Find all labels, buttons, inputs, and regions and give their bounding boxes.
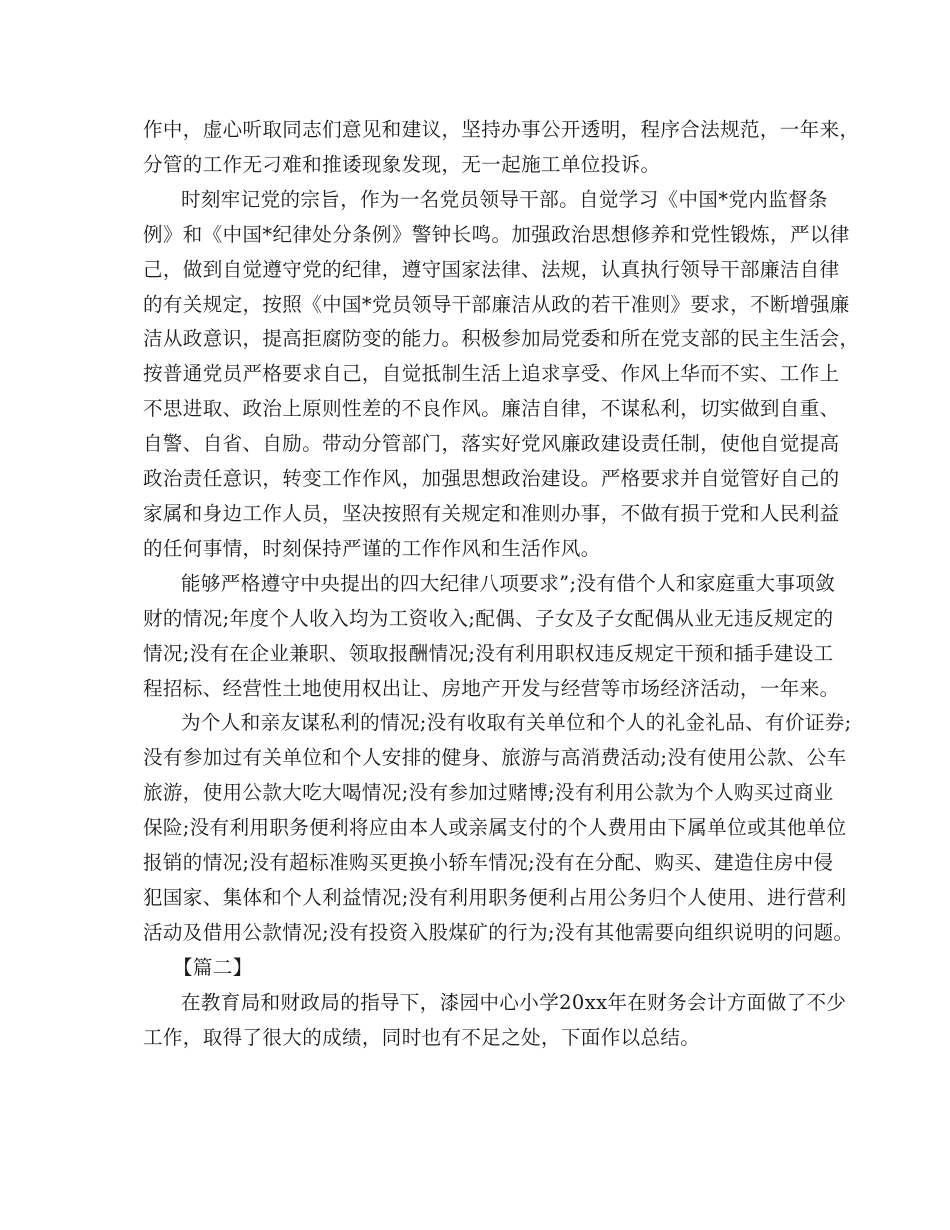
text-line: 保险;没有利用职务便利将应由本人或亲属支付的个人费用由下属单位或其他单位 — [143, 816, 847, 840]
paragraph-1 — [143, 113, 860, 183]
text-line: 作中，虚心听取同志们意见和建议，坚持办事公开透明，程序合法规范，一年来， — [143, 118, 860, 141]
paragraph-3 — [143, 567, 840, 707]
text-line: 报销的情况;没有超标准购买更换小轿车情况;没有在分配、购买、建造住房中侵 — [143, 851, 834, 875]
text-line: 情况;没有在企业兼职、领取报酬情况;没有利用职权违反规定干预和插手建设工 — [143, 641, 834, 665]
text-line: 活动及借用公款情况;没有投资入股煤矿的行为;没有其他需要向组织说明的问题。 — [143, 920, 854, 944]
text-line: 自警、自省、自励。带动分管部门，落实好党风廉政建设责任制，使他自觉提高 — [143, 432, 840, 456]
text-line: 犯国家、集体和个人利益情况;没有利用职务便利占用公务归个人使用、进行营利 — [143, 885, 847, 909]
text-line: 不思进取、政治上原则性差的不良作风。廉洁自律，不谋私利，切实做到自重、 — [143, 397, 840, 421]
text-line: 政治责任意识，转变工作作风，加强思想政治建设。严格要求并自觉管好自己的 — [143, 467, 840, 491]
text-line: 工作，取得了很大的成绩，同时也有不足之处，下面作以总结。 — [143, 1025, 701, 1049]
text-line: 为个人和亲友谋私利的情况;没有收取有关单位和个人的礼金礼品、有价证券; — [181, 711, 852, 735]
text-line: 己，做到自觉遵守党的纪律，遵守国家法律、法规，认真执行领导干部廉洁自律 — [143, 257, 840, 281]
text-line: 分管的工作无刁难和推诿现象发现，无一起施工单位投诉。 — [143, 152, 661, 176]
text-line: 旅游，使用公款大吃大喝情况;没有参加过赌博;没有利用公款为个人购买过商业 — [143, 781, 834, 805]
text-line: 程招标、经营性土地使用权出让、房地产开发与经营等市场经济活动，一年来。 — [143, 676, 840, 700]
text-line: 家属和身边工作人员，坚决按照有关规定和准则办事，不做有损于党和人民利益 — [143, 501, 840, 525]
text-line: 没有参加过有关单位和个人安排的健身、旅游与高消费活动;没有使用公款、公车 — [143, 746, 847, 770]
paragraph-2 — [143, 183, 860, 567]
text-line: 的任何事情，时刻保持严谨的工作作风和生活作风。 — [143, 536, 601, 560]
text-line: 例》和《中国*纪律处分条例》警钟长鸣。加强政治思想修养和党性锻炼，严以律 — [143, 222, 850, 246]
text-line: 能够严格遵守中央提出的四大纪律八项要求”;没有借个人和家庭重大事项敛 — [181, 571, 836, 595]
text-line: 按普通党员严格要求自己，自觉抵制生活上追求享受、作风上华而不实、工作上 — [143, 362, 840, 386]
paragraph-5 — [143, 986, 847, 1056]
text-line: 财的情况;年度个人收入均为工资收入;配偶、子女及子女配偶从业无违反规定的 — [143, 606, 834, 630]
section-heading: 【篇二】 — [173, 955, 253, 979]
paragraph-4 — [143, 706, 854, 950]
text-line: 的有关规定，按照《中国*党员领导干部廉洁从政的若干准则》要求，不断增强廉 — [143, 292, 850, 316]
text-line: 时刻牢记党的宗旨，作为一名党员领导干部。自觉学习《中国*党内监督条 — [181, 187, 828, 211]
document-body — [143, 113, 860, 1055]
text-line: 在教育局和财政局的指导下，漆园中心小学20xx年在财务会计方面做了不少 — [181, 990, 847, 1014]
text-line: 洁从政意识，提高拒腐防变的能力。积极参加局党委和所在党支部的民主生活会， — [143, 327, 860, 351]
